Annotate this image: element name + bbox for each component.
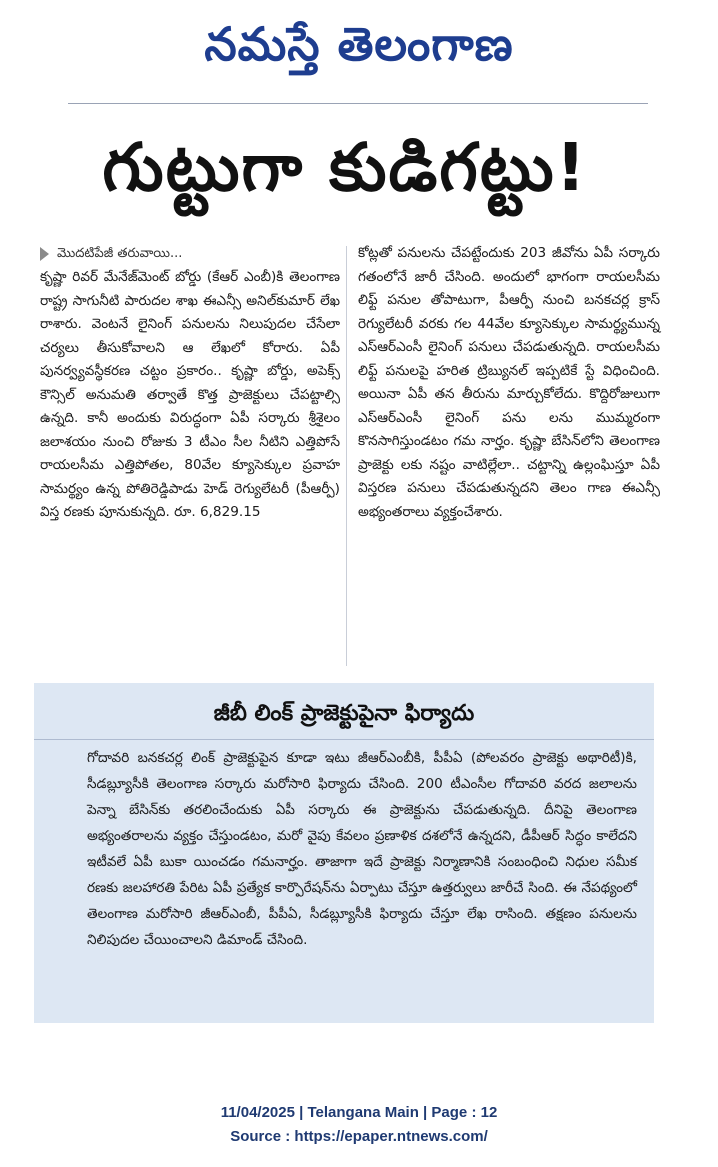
box-divider bbox=[34, 739, 654, 740]
column-divider bbox=[346, 246, 347, 666]
footer-source-link[interactable]: Source : https://epaper.ntnews.com/ bbox=[230, 1128, 488, 1145]
article-left-column bbox=[40, 242, 340, 525]
sidebar-box bbox=[34, 683, 654, 1023]
masthead-title: నమస్తే తెలంగాణ bbox=[204, 17, 514, 71]
box-body: గోదావరి బనకచర్ల లింక్ ప్రాజెక్టుపైన కూడా ఇటు జీఆర్ఎంబీకి, పీపీఏ (పోలవరం ప్రాజెక్టు అథారిటీ)కి, సీడబ్ల్యూసీకి తెలంగాణ సర్కారు మరోసారి ఫిర్యాదు చేసింది. 200 టీఎంసీల గోదావరి వరద జలాలను పెన్నా బేసిన్‌కు తరలించేందుకు ఏపీ సర్కారు ఈ ప్రాజెక్టును చేపడుతున్నది. దీనిపై తెలంగాణ అభ్యంతరాలను వ్యక్తం చేస్తుండటం, మరో వైపు కేవలం ప్రణాళిక దశలోనే ఉన్నదని, డీపీఆర్ సిద్ధం కాలేదని ఇటీవలే ఏపీ బుకా యించడం గమనార్హం. తాజాగా ఇదే ప్రాజెక్టు నిర్మాణానికి సంబంధించి నిధుల సమీక రణకు జలహారతి పేరిట ఏపీ ప్రత్యేక కార్పొరేషన్‌ను ఏర్పాటు చేస్తూ ఉత్తర్వులు జారీచే సింది. ఈ నేపథ్యంలో తెలంగాణ మరోసారి జీఆర్ఎంబీ, పీపీఏ, సీడబ్ల్యూసీకి ఫిర్యాదు చేస్తూ లేఖ రాసింది. తక్షణం పనులను నిలిపుదల చేయించాలని డిమాండ్ చేసింది. bbox=[87, 750, 637, 948]
article-paragraph: కృష్ణా రివర్ మేనేజ్‌మెంట్ బోర్డు (కేఆర్ ఎంబీ)కి తెలంగాణ రాష్ట్ర సాగునీటి పారుదల శాఖ ఈఎన్సీ అనిల్‌కుమార్ లేఖ రాశారు. వెంటనే లైనింగ్ పనులను నిలుపుదల చేసేలా చర్యలు తీసుకోవాలని ఆ లేఖలో కోరారు. ఏపీ పునర్వ్యవస్థీకరణ చట్టం ప్రకారం.. కృష్ణా బోర్డు, అపెక్స్ కౌన్సిల్ అనుమతి తర్వాతే కొత్త ప్రాజెక్టులు చేపట్టాల్సి ఉన్నది. కానీ అందుకు విరుద్ధంగా ఏపీ సర్కారు శ్రీశైలం జలాశయం నుంచి రోజుకు 3 టీఎం సీల నీటిని ఎత్తిపోసే రాయలసీమ ఎత్తిపోతల, 80వేల క్యూసెక్కుల ప్రవాహ సామర్థ్యం ఉన్న పోతిరెడ్డిపాడు హెడ్ రెగ్యులేటరీ (పీఆర్పీ) విస్త రణకు పూనుకున్నది. రూ. 6,829.15 bbox=[40, 269, 340, 520]
masthead-divider bbox=[68, 103, 648, 104]
chevron-right-icon bbox=[40, 247, 49, 261]
article-paragraph: కోట్లతో పనులను చేపట్టేందుకు 203 జీవోను ఏపీ సర్కారు గతంలోనే జారీ చేసింది. అందులో భాగంగా రాయలసీమ లిఫ్ట్ పనుల తోపాటుగా, పీఆర్పీ నుంచి బనకచర్ల క్రాస్ రెగ్యులేటరీ వరకు గల 44వేల క్యూసెక్కుల సామర్థ్యమున్న ఎస్ఆర్ఎంసీ లైనింగ్ పనులు చేపడుతున్నది. రాయలసీమ లిఫ్ట్ పనులపై హరిత ట్రిబ్యునల్ ఇప్పటికే స్టే విధించింది. అయినా ఏపీ తన తీరును మార్చుకోలేదు. కొద్దిరోజులుగా ఎస్ఆర్ఎంసీ లైనింగ్ పను లను ముమ్మరంగా కొనసాగిస్తుండటం గమ నార్హం. కృష్ణా బేసిన్‌లోని తెలంగాణ ప్రాజెక్టు లకు నష్టం వాటిల్లేలా.. చట్టాన్ని ఉల్లంఘిస్తూ ఏపీ విస్తరణ పనులు చేపడుతున్నదని తెలం గాణ ఈఎన్సీ అభ్యంతరాలు వ్యక్తంచేశారు. bbox=[358, 245, 660, 520]
continuation-text: మొదటిపేజీ తరువాయి... bbox=[57, 246, 183, 262]
article-headline: గుట్టుగా కుడిగట్టు! bbox=[102, 129, 588, 206]
footer-date-line: 11/04/2025 | Telangana Main | Page : 12 bbox=[220, 1104, 498, 1121]
masthead-logo bbox=[0, 8, 718, 80]
continuation-label bbox=[40, 242, 340, 266]
box-title: జీబీ లింక్ ప్రాజెక్టుపైనా ఫిర్యాదు bbox=[213, 701, 475, 726]
article-right-column bbox=[358, 242, 660, 524]
